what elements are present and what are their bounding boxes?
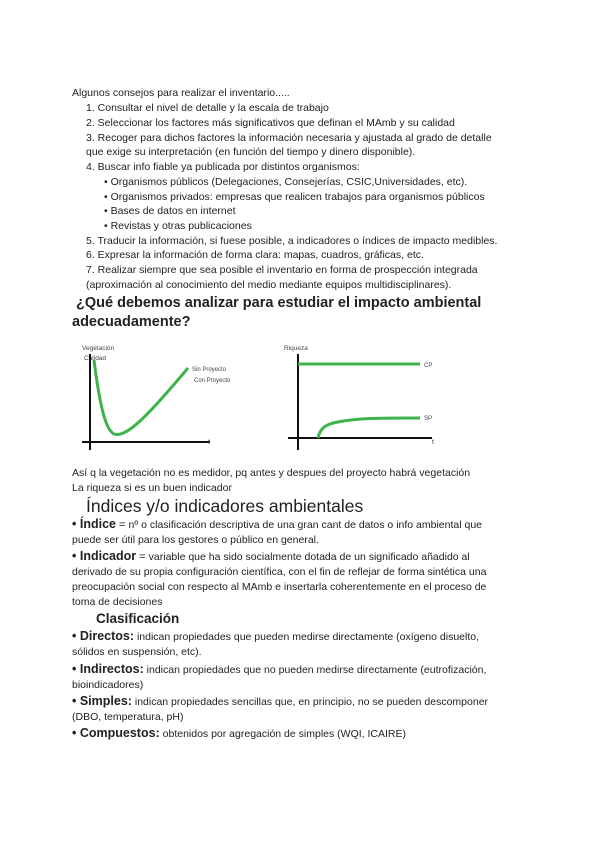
class-indirectos-text: indican propiedades que no pueden medirse directamente (eutrofización, (143, 664, 487, 676)
c1-legend-con: Con Proyecto (194, 378, 231, 384)
def-indice-eq: = (115, 519, 129, 531)
class-compuestos (72, 726, 406, 742)
question-line-1: ¿Qué debemos analizar para estudiar el impacto ambiental (76, 295, 482, 311)
note-1: Así q la vegetación no es medidor, pq antes y despues del proyecto habrá vegetación (72, 467, 471, 479)
class-compuestos-term: • Compuestos: (72, 726, 160, 740)
def-indice-text: nº o clasificación descriptiva de una gran cant de datos o info ambiental que (128, 519, 483, 531)
c2-label-sp: SP (424, 416, 433, 422)
c1-xlabel: t (208, 439, 210, 446)
c1-legend-sin: Sin Proyecto (192, 367, 227, 373)
class-simples-term: • Simples: (72, 694, 132, 708)
c2-xlabel: t (432, 439, 434, 446)
chart-vegetacion (76, 338, 256, 454)
class-directos-cont: sólidos en suspensión, etc). (72, 646, 202, 658)
step-1: 1. Consultar el nivel de detalle y la escala de trabajo (86, 102, 329, 114)
c2-line-sp (318, 418, 420, 438)
c1-ylabel-1: Vegetación (82, 345, 115, 352)
class-indirectos-cont: bioindicadores) (72, 679, 144, 691)
note-2: La riqueza si es un buen indicador (72, 482, 232, 494)
section-title: Índices y/o indicadores ambientales (86, 496, 364, 516)
question-line-2: adecuadamente? (72, 314, 191, 330)
def-indice-cont: puede ser útil para los gestores o público en general. (72, 534, 319, 546)
class-simples (72, 694, 488, 710)
def-indicador-cont-1: derivado de su propia configuración científica, con el fin de reflejar de forma sintética una (72, 566, 487, 578)
c1-curve (94, 360, 188, 434)
def-indicador-text: variable que ha sido socialmente dotada de un significado añadido al (148, 551, 470, 563)
bullet-1: • Organismos públicos (Delegaciones, Consejerías, CSIC,Universidades, etc). (104, 176, 468, 188)
c2-ylabel: Riqueza (284, 345, 308, 352)
clasificacion-heading: Clasificación (96, 611, 180, 626)
bullet-4: • Revistas y otras publicaciones (104, 220, 252, 232)
class-directos-text: indican propiedades que pueden medirse directamente (oxígeno disuelto, (134, 631, 480, 643)
step-7-cont: (aproximación al conocimiento del medio mediante equipos multidisciplinares). (86, 279, 452, 291)
class-compuestos-text: obtenidos por agregación de simples (WQI, ICAIRE) (159, 728, 406, 740)
step-3: 3. Recoger para dichos factores la información necesaria y ajustada al grado de detalle (86, 132, 492, 144)
c2-label-cp: CP (424, 363, 433, 369)
step-5: 5. Traducir la información, si fuese posible, a indicadores o índices de impacto medibles. (86, 235, 498, 247)
class-indirectos-term: • Indirectos: (72, 662, 144, 676)
c1-ylabel-2: Calidad (84, 355, 107, 362)
def-indice (72, 517, 482, 533)
class-simples-cont: (DBO, temperatura, pH) (72, 711, 184, 723)
intro-text: Algunos consejos para realizar el inventario..... (72, 87, 290, 99)
step-2: 2. Seleccionar los factores más significativos que definan el MAmb y su calidad (86, 117, 455, 129)
chart-riqueza (278, 338, 448, 454)
def-indicador-eq: = (136, 551, 149, 563)
bullet-2: • Organismos privados: empresas que realicen trabajos para organismos públicos (104, 191, 485, 203)
step-7: 7. Realizar siempre que sea posible el inventario en forma de prospección integrada (86, 264, 478, 276)
step-6: 6. Expresar la información de forma clara: mapas, cuadros, gráficas, etc. (86, 249, 424, 261)
step-4: 4. Buscar info fiable ya publicada por distintos organismos: (86, 161, 360, 173)
bullet-3: • Bases de datos en internet (104, 205, 236, 217)
step-3-cont: que exige su interpretación (en función del tiempo y dinero disponible). (86, 146, 416, 158)
class-indirectos (72, 662, 486, 678)
def-indicador (72, 549, 470, 565)
class-directos-term: • Directos: (72, 629, 135, 643)
def-indicador-term: • Indicador (72, 549, 137, 563)
def-indicador-cont-2: preocupación social con respecto al MAmb e insertarla coherentemente en el proceso de (72, 581, 487, 593)
class-directos (72, 629, 479, 645)
def-indice-term: • Índice (72, 517, 116, 531)
def-indicador-cont-3: toma de decisiones (72, 596, 163, 608)
class-simples-text: indican propiedades sencillas que, en principio, no se pueden descomponer (131, 696, 489, 708)
